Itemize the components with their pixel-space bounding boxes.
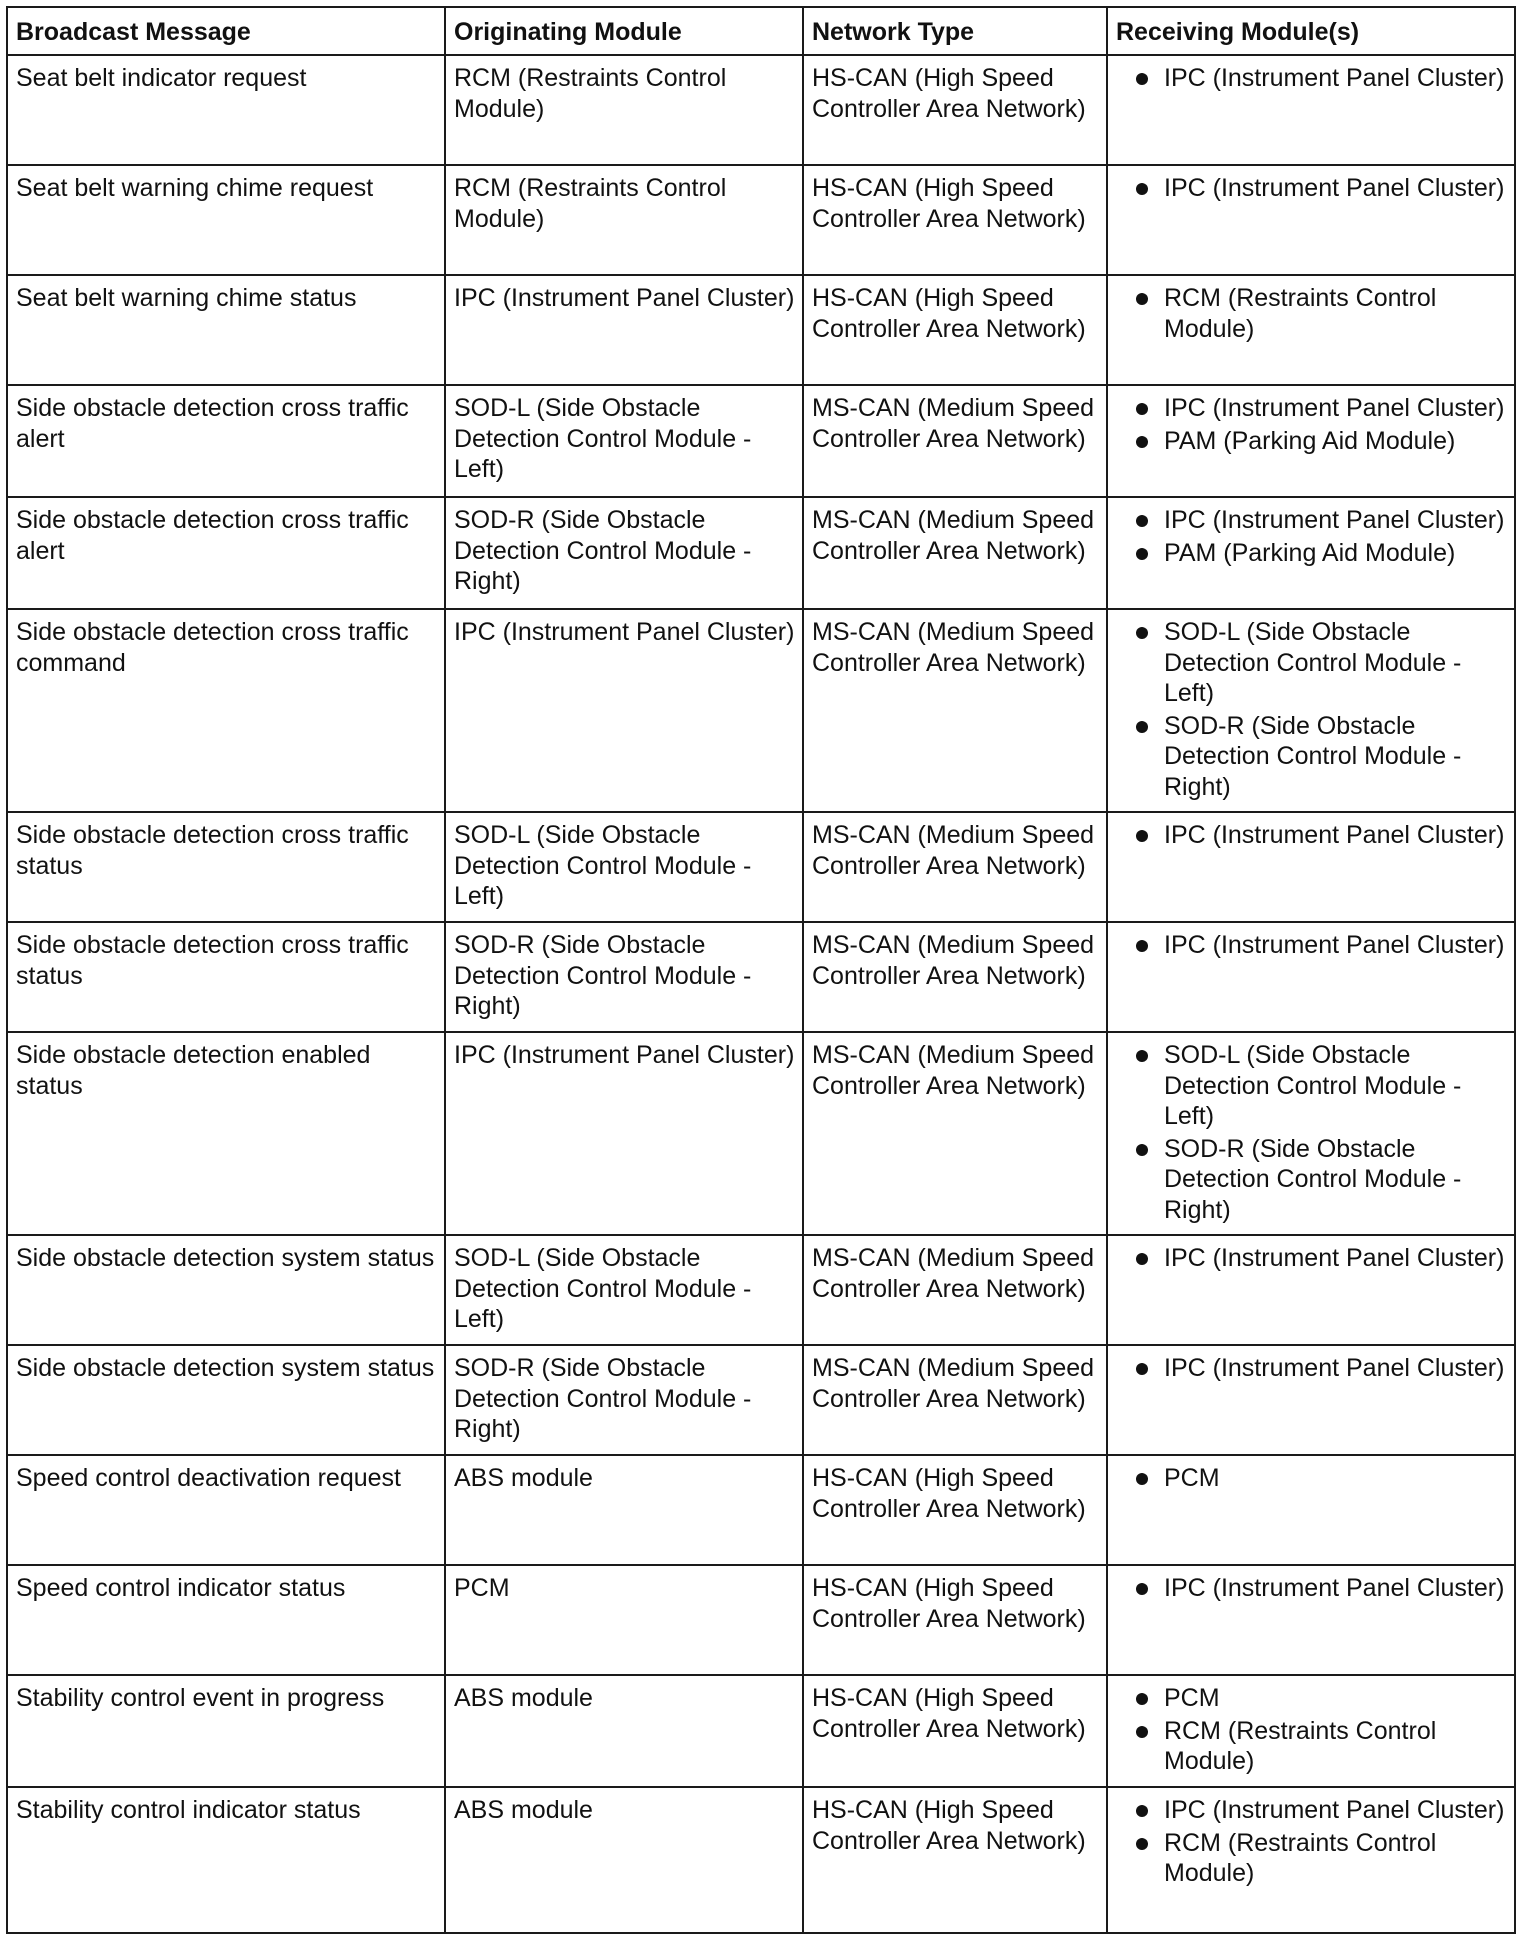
cell-receiving-modules <box>1107 1345 1515 1455</box>
cell-originating-module: SOD-R (Side Obstacle Detection Control Module - Right) <box>445 497 803 609</box>
cell-receiving-modules <box>1107 165 1515 275</box>
receiving-modules-list <box>1116 1683 1507 1777</box>
cell-receiving-modules <box>1107 1455 1515 1565</box>
header-receiving-modules: Receiving Module(s) <box>1107 7 1515 55</box>
table-row <box>7 1565 1515 1675</box>
receiving-module-item: IPC (Instrument Panel Cluster) <box>1116 63 1507 94</box>
cell-broadcast-message: Speed control deactivation request <box>7 1455 445 1565</box>
cell-originating-module: IPC (Instrument Panel Cluster) <box>445 609 803 812</box>
table-row <box>7 1345 1515 1455</box>
receiving-module-item: PAM (Parking Aid Module) <box>1116 426 1507 457</box>
cell-broadcast-message: Seat belt warning chime request <box>7 165 445 275</box>
cell-receiving-modules <box>1107 1235 1515 1345</box>
cell-broadcast-message: Seat belt warning chime status <box>7 275 445 385</box>
table-row <box>7 55 1515 165</box>
cell-receiving-modules <box>1107 1675 1515 1787</box>
cell-network-type: HS-CAN (High Speed Controller Area Network) <box>803 1565 1107 1675</box>
table-row <box>7 812 1515 922</box>
cell-receiving-modules <box>1107 1032 1515 1235</box>
receiving-modules-list <box>1116 283 1507 344</box>
cell-receiving-modules <box>1107 1787 1515 1933</box>
header-network-type: Network Type <box>803 7 1107 55</box>
table-row <box>7 275 1515 385</box>
receiving-modules-list <box>1116 505 1507 568</box>
cell-broadcast-message: Side obstacle detection enabled status <box>7 1032 445 1235</box>
receiving-module-item: PAM (Parking Aid Module) <box>1116 538 1507 569</box>
header-originating-module: Originating Module <box>445 7 803 55</box>
receiving-module-item: IPC (Instrument Panel Cluster) <box>1116 1795 1507 1826</box>
cell-originating-module: ABS module <box>445 1675 803 1787</box>
receiving-module-item: IPC (Instrument Panel Cluster) <box>1116 173 1507 204</box>
table-row <box>7 1675 1515 1787</box>
table-row <box>7 165 1515 275</box>
cell-network-type: MS-CAN (Medium Speed Controller Area Network) <box>803 1032 1107 1235</box>
header-broadcast-message: Broadcast Message <box>7 7 445 55</box>
receiving-modules-list <box>1116 617 1507 802</box>
cell-broadcast-message: Stability control indicator status <box>7 1787 445 1933</box>
cell-network-type: MS-CAN (Medium Speed Controller Area Network) <box>803 609 1107 812</box>
table-row <box>7 1032 1515 1235</box>
cell-network-type: MS-CAN (Medium Speed Controller Area Network) <box>803 497 1107 609</box>
receiving-module-item: PCM <box>1116 1463 1507 1494</box>
cell-receiving-modules <box>1107 609 1515 812</box>
table-row <box>7 1455 1515 1565</box>
cell-network-type: MS-CAN (Medium Speed Controller Area Network) <box>803 922 1107 1032</box>
receiving-modules-list <box>1116 1040 1507 1225</box>
receiving-modules-list <box>1116 63 1507 94</box>
cell-broadcast-message: Side obstacle detection cross traffic command <box>7 609 445 812</box>
table-body <box>7 55 1515 1933</box>
cell-network-type: HS-CAN (High Speed Controller Area Network) <box>803 1675 1107 1787</box>
cell-network-type: HS-CAN (High Speed Controller Area Network) <box>803 55 1107 165</box>
cell-network-type: HS-CAN (High Speed Controller Area Network) <box>803 1787 1107 1933</box>
cell-originating-module: IPC (Instrument Panel Cluster) <box>445 275 803 385</box>
receiving-modules-list <box>1116 1353 1507 1384</box>
cell-broadcast-message: Seat belt indicator request <box>7 55 445 165</box>
receiving-modules-list <box>1116 1243 1507 1274</box>
receiving-modules-list <box>1116 1573 1507 1604</box>
receiving-module-item: RCM (Restraints Control Module) <box>1116 1828 1507 1889</box>
cell-network-type: MS-CAN (Medium Speed Controller Area Network) <box>803 1235 1107 1345</box>
receiving-module-item: SOD-R (Side Obstacle Detection Control Module - Right) <box>1116 1134 1507 1226</box>
cell-originating-module: SOD-R (Side Obstacle Detection Control Module - Right) <box>445 1345 803 1455</box>
cell-broadcast-message: Side obstacle detection cross traffic alert <box>7 497 445 609</box>
cell-receiving-modules <box>1107 385 1515 497</box>
receiving-module-item: IPC (Instrument Panel Cluster) <box>1116 393 1507 424</box>
cell-broadcast-message: Side obstacle detection system status <box>7 1235 445 1345</box>
receiving-modules-list <box>1116 1795 1507 1889</box>
cell-originating-module: ABS module <box>445 1455 803 1565</box>
cell-originating-module: SOD-L (Side Obstacle Detection Control Module - Left) <box>445 812 803 922</box>
receiving-module-item: SOD-R (Side Obstacle Detection Control Module - Right) <box>1116 711 1507 803</box>
cell-broadcast-message: Side obstacle detection system status <box>7 1345 445 1455</box>
cell-network-type: MS-CAN (Medium Speed Controller Area Network) <box>803 812 1107 922</box>
cell-receiving-modules <box>1107 1565 1515 1675</box>
cell-receiving-modules <box>1107 497 1515 609</box>
receiving-module-item: IPC (Instrument Panel Cluster) <box>1116 930 1507 961</box>
cell-network-type: HS-CAN (High Speed Controller Area Network) <box>803 1455 1107 1565</box>
receiving-module-item: IPC (Instrument Panel Cluster) <box>1116 1573 1507 1604</box>
receiving-module-item: RCM (Restraints Control Module) <box>1116 283 1507 344</box>
cell-receiving-modules <box>1107 922 1515 1032</box>
cell-broadcast-message: Side obstacle detection cross traffic status <box>7 812 445 922</box>
cell-originating-module: SOD-L (Side Obstacle Detection Control Module - Left) <box>445 385 803 497</box>
table-header-row <box>7 7 1515 55</box>
receiving-module-item: IPC (Instrument Panel Cluster) <box>1116 820 1507 851</box>
receiving-module-item: IPC (Instrument Panel Cluster) <box>1116 1243 1507 1274</box>
receiving-module-item: RCM (Restraints Control Module) <box>1116 1716 1507 1777</box>
cell-broadcast-message: Side obstacle detection cross traffic status <box>7 922 445 1032</box>
cell-originating-module: IPC (Instrument Panel Cluster) <box>445 1032 803 1235</box>
cell-originating-module: ABS module <box>445 1787 803 1933</box>
cell-network-type: MS-CAN (Medium Speed Controller Area Network) <box>803 1345 1107 1455</box>
document-page <box>6 6 1514 1934</box>
cell-broadcast-message: Side obstacle detection cross traffic alert <box>7 385 445 497</box>
receiving-modules-list <box>1116 930 1507 961</box>
cell-broadcast-message: Speed control indicator status <box>7 1565 445 1675</box>
table-row <box>7 922 1515 1032</box>
receiving-modules-list <box>1116 173 1507 204</box>
cell-receiving-modules <box>1107 275 1515 385</box>
table-row <box>7 609 1515 812</box>
cell-network-type: HS-CAN (High Speed Controller Area Network) <box>803 165 1107 275</box>
cell-receiving-modules <box>1107 55 1515 165</box>
receiving-modules-list <box>1116 820 1507 851</box>
cell-originating-module: RCM (Restraints Control Module) <box>445 55 803 165</box>
receiving-module-item: IPC (Instrument Panel Cluster) <box>1116 505 1507 536</box>
table-row <box>7 1787 1515 1933</box>
table-row <box>7 1235 1515 1345</box>
broadcast-message-table <box>6 6 1516 1934</box>
cell-originating-module: SOD-L (Side Obstacle Detection Control Module - Left) <box>445 1235 803 1345</box>
receiving-modules-list <box>1116 1463 1507 1494</box>
cell-receiving-modules <box>1107 812 1515 922</box>
receiving-module-item: SOD-L (Side Obstacle Detection Control Module - Left) <box>1116 617 1507 709</box>
receiving-module-item: PCM <box>1116 1683 1507 1714</box>
table-row <box>7 385 1515 497</box>
cell-broadcast-message: Stability control event in progress <box>7 1675 445 1787</box>
cell-network-type: HS-CAN (High Speed Controller Area Network) <box>803 275 1107 385</box>
receiving-module-item: IPC (Instrument Panel Cluster) <box>1116 1353 1507 1384</box>
cell-originating-module: SOD-R (Side Obstacle Detection Control Module - Right) <box>445 922 803 1032</box>
cell-originating-module: RCM (Restraints Control Module) <box>445 165 803 275</box>
cell-originating-module: PCM <box>445 1565 803 1675</box>
cell-network-type: MS-CAN (Medium Speed Controller Area Network) <box>803 385 1107 497</box>
receiving-modules-list <box>1116 393 1507 456</box>
receiving-module-item: SOD-L (Side Obstacle Detection Control Module - Left) <box>1116 1040 1507 1132</box>
table-row <box>7 497 1515 609</box>
